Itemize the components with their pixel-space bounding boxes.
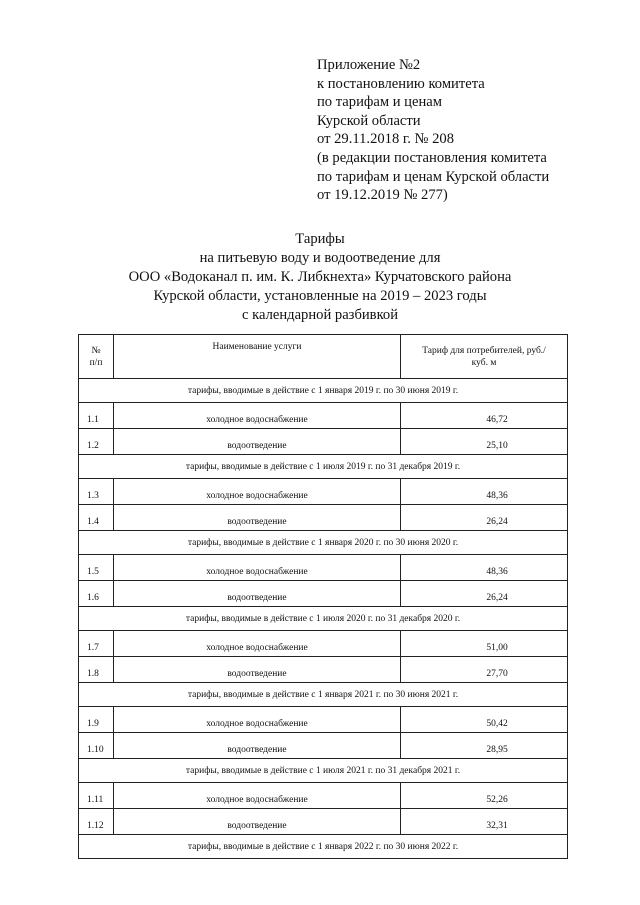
title-line: с календарной разбивкой xyxy=(241,307,399,323)
table-row xyxy=(79,707,568,733)
service-name: водоотведение xyxy=(114,733,401,759)
service-name: водоотведение xyxy=(114,809,401,835)
row-number: 1.9 xyxy=(79,707,114,733)
service-name: холодное водоснабжение xyxy=(114,707,401,733)
period-label: тарифы, вводимые в действие с 1 января 2020 г. по 30 июня 2020 г. xyxy=(79,531,568,555)
table-row xyxy=(79,429,568,455)
period-row xyxy=(79,607,568,631)
table-row xyxy=(79,555,568,581)
appendix-line: по тарифам и ценам Курской области xyxy=(317,168,550,185)
service-name: водоотведение xyxy=(114,657,401,683)
tariff-value: 27,70 xyxy=(401,657,568,683)
period-row xyxy=(79,835,568,859)
tariff-value: 50,42 xyxy=(401,707,568,733)
tariff-value: 28,95 xyxy=(401,733,568,759)
period-row xyxy=(79,683,568,707)
tariff-value: 51,00 xyxy=(401,631,568,657)
row-number: 1.6 xyxy=(79,581,114,607)
row-number: 1.4 xyxy=(79,505,114,531)
period-label: тарифы, вводимые в действие с 1 июля 2019 г. по 31 декабря 2019 г. xyxy=(79,455,568,479)
service-name: холодное водоснабжение xyxy=(114,783,401,809)
service-name: водоотведение xyxy=(114,505,401,531)
period-row xyxy=(79,759,568,783)
appendix-line: от 19.12.2019 № 277) xyxy=(317,187,448,204)
service-name: водоотведение xyxy=(114,429,401,455)
service-name: холодное водоснабжение xyxy=(114,555,401,581)
row-number: 1.5 xyxy=(79,555,114,581)
period-row xyxy=(79,531,568,555)
row-number: 1.7 xyxy=(79,631,114,657)
tariff-value: 25,10 xyxy=(401,429,568,455)
appendix-block xyxy=(317,56,549,205)
table-row xyxy=(79,783,568,809)
service-name: холодное водоснабжение xyxy=(114,631,401,657)
row-number: 1.11 xyxy=(79,783,114,809)
tariff-value: 52,26 xyxy=(401,783,568,809)
table-row xyxy=(79,631,568,657)
title-line: ООО «Водоканал п. им. К. Либкнехта» Курчатовского района xyxy=(128,269,512,285)
tariff-value: 48,36 xyxy=(401,555,568,581)
table-header-row xyxy=(79,335,568,379)
row-number: 1.8 xyxy=(79,657,114,683)
appendix-line: (в редакции постановления комитета xyxy=(317,149,547,166)
appendix-line: Приложение №2 xyxy=(317,57,421,73)
tariff-table xyxy=(78,334,568,859)
tariff-value: 48,36 xyxy=(401,479,568,505)
table-row xyxy=(79,657,568,683)
row-number: 1.2 xyxy=(79,429,114,455)
table-body xyxy=(79,379,568,859)
header-num: № п/п xyxy=(79,335,114,379)
row-number: 1.1 xyxy=(79,403,114,429)
row-number: 1.12 xyxy=(79,809,114,835)
appendix-line: по тарифам и ценам xyxy=(317,94,442,111)
table-row xyxy=(79,733,568,759)
tariff-value: 46,72 xyxy=(401,403,568,429)
table-row xyxy=(79,809,568,835)
appendix-line: от 29.11.2018 г. № 208 xyxy=(317,131,455,148)
tariff-value: 26,24 xyxy=(401,505,568,531)
tariff-value: 32,31 xyxy=(401,809,568,835)
period-label: тарифы, вводимые в действие с 1 января 2022 г. по 30 июня 2022 г. xyxy=(79,835,568,859)
title-line: Тарифы xyxy=(295,231,345,247)
period-label: тарифы, вводимые в действие с 1 января 2019 г. по 30 июня 2019 г. xyxy=(79,379,568,403)
period-row xyxy=(79,455,568,479)
tariff-value: 26,24 xyxy=(401,581,568,607)
appendix-line: к постановлению комитета xyxy=(317,75,485,92)
table-row xyxy=(79,479,568,505)
header-name: Наименование услуги xyxy=(114,335,401,379)
header-tariff: Тариф для потребителей, руб./куб. м xyxy=(401,335,568,379)
appendix-line: Курской области xyxy=(317,112,421,129)
table-row xyxy=(79,403,568,429)
period-label: тарифы, вводимые в действие с 1 июля 2020 г. по 31 декабря 2020 г. xyxy=(79,607,568,631)
row-number: 1.3 xyxy=(79,479,114,505)
table-row xyxy=(79,581,568,607)
title-line: на питьевую воду и водоотведение для xyxy=(199,250,441,266)
title-line: Курской области, установленные на 2019 – 2023 годы xyxy=(153,288,487,304)
period-label: тарифы, вводимые в действие с 1 января 2021 г. по 30 июня 2021 г. xyxy=(79,683,568,707)
period-row xyxy=(79,379,568,403)
document-title xyxy=(0,230,640,325)
table-row xyxy=(79,505,568,531)
service-name: холодное водоснабжение xyxy=(114,479,401,505)
period-label: тарифы, вводимые в действие с 1 июля 2021 г. по 31 декабря 2021 г. xyxy=(79,759,568,783)
service-name: холодное водоснабжение xyxy=(114,403,401,429)
service-name: водоотведение xyxy=(114,581,401,607)
row-number: 1.10 xyxy=(79,733,114,759)
